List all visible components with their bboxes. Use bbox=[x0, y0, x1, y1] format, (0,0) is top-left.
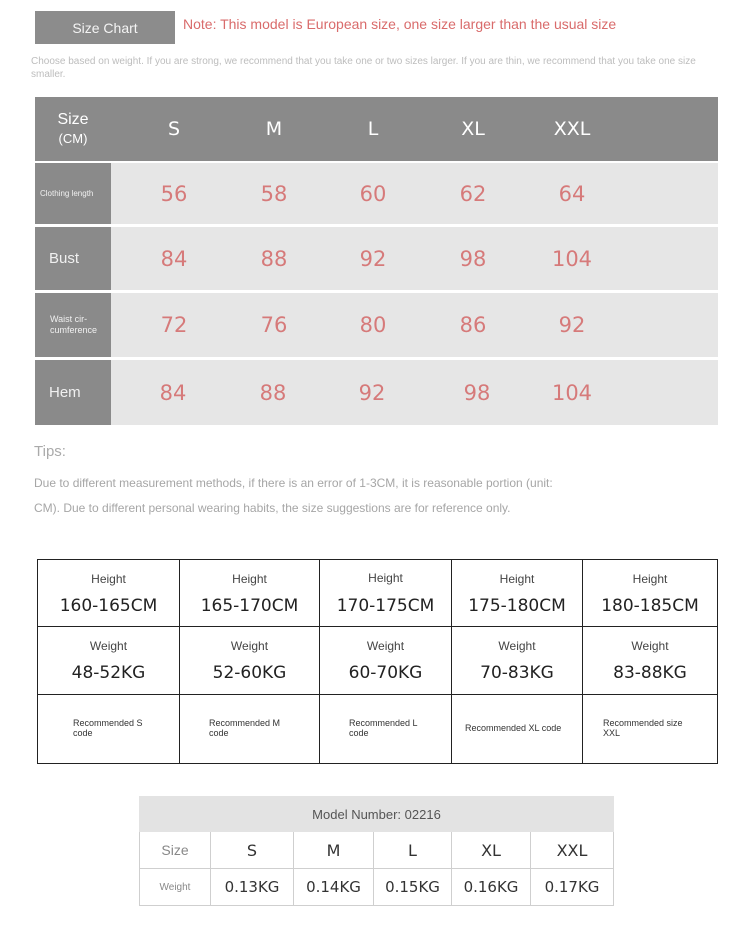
size-value: 84 bbox=[160, 246, 188, 271]
recommend-cell bbox=[320, 695, 452, 763]
row-label: Hem bbox=[35, 360, 111, 425]
size-table-header bbox=[35, 97, 718, 161]
weight-range: 83-88KG bbox=[613, 663, 687, 683]
size-value: 98 bbox=[459, 246, 487, 271]
height-range: 180-185CM bbox=[601, 596, 699, 616]
height-range: 160-165CM bbox=[59, 596, 158, 616]
size-header-xl: XL bbox=[461, 118, 485, 140]
size-row-label: Size bbox=[139, 832, 211, 869]
size-value: 58 bbox=[260, 181, 288, 206]
height-label: Height bbox=[632, 572, 668, 586]
size-value: 56 bbox=[160, 181, 188, 206]
recommend-cell bbox=[452, 695, 583, 763]
weight-cell bbox=[452, 627, 583, 695]
model-size: L bbox=[374, 832, 452, 869]
weight-range: 52-60KG bbox=[212, 663, 287, 683]
weight-label: Weight bbox=[498, 639, 536, 653]
size-corner-unit: (CM) bbox=[58, 131, 88, 146]
row-label: Bust bbox=[35, 227, 111, 290]
size-value: 104 bbox=[551, 380, 593, 405]
size-value: 92 bbox=[359, 246, 387, 271]
size-corner-title: Size bbox=[57, 111, 89, 128]
size-value: 64 bbox=[558, 181, 586, 206]
height-label: Height bbox=[368, 571, 403, 585]
height-label: Height bbox=[91, 572, 126, 586]
model-size: XXL bbox=[531, 832, 614, 869]
height-label: Height bbox=[499, 572, 535, 586]
european-size-note: Note: This model is European size, one size larger than the usual size bbox=[183, 16, 617, 32]
weight-label: Weight bbox=[631, 639, 669, 653]
size-value: 62 bbox=[459, 181, 487, 206]
weight-cell bbox=[320, 627, 452, 695]
tips-title: Tips: bbox=[34, 443, 66, 460]
recommend-cell bbox=[38, 695, 180, 763]
recommend-cell bbox=[180, 695, 320, 763]
size-value: 92 bbox=[358, 380, 386, 405]
recommend-text: Recommended XL code bbox=[465, 723, 562, 733]
size-value: 98 bbox=[463, 380, 491, 405]
weight-range: 60-70KG bbox=[348, 663, 423, 683]
clothing-length-row bbox=[35, 163, 718, 224]
weight-cell bbox=[583, 627, 717, 695]
row-label: Clothing length bbox=[35, 163, 111, 224]
size-table bbox=[35, 97, 718, 425]
size-header-xxl: XXL bbox=[553, 118, 591, 140]
size-header-l: L bbox=[367, 118, 379, 140]
weight-range: 70-83KG bbox=[480, 663, 554, 683]
tips-text: Due to different measurement methods, if there is an error of 1-3CM, it is reasonable portion (unit: CM). Due to different personal wearing habits, the size suggestions are for reference only. bbox=[34, 476, 553, 515]
height-cell bbox=[583, 560, 717, 627]
recommend-text: Recommended S code bbox=[73, 718, 143, 738]
weight-range: 48-52KG bbox=[71, 663, 146, 683]
size-value: 60 bbox=[359, 181, 387, 206]
size-header-s: S bbox=[167, 118, 181, 140]
model-number: Model Number: 02216 bbox=[139, 796, 614, 832]
model-weight: 0.17KG bbox=[531, 869, 614, 906]
bust-row bbox=[35, 227, 718, 290]
size-value: 72 bbox=[160, 313, 188, 337]
size-value: 80 bbox=[359, 313, 387, 337]
height-cell bbox=[38, 560, 180, 627]
model-weight: 0.13KG bbox=[211, 869, 294, 906]
size-value: 92 bbox=[558, 313, 586, 337]
height-range: 175-180CM bbox=[468, 596, 566, 616]
height-range: 170-175CM bbox=[336, 596, 435, 616]
height-label: Height bbox=[232, 572, 267, 586]
recommend-text: Recommended L code bbox=[349, 718, 418, 738]
size-value: 88 bbox=[259, 380, 287, 405]
model-size: M bbox=[294, 832, 374, 869]
weight-row-label: Weight bbox=[139, 869, 211, 906]
height-cell bbox=[320, 560, 452, 627]
model-size: XL bbox=[452, 832, 531, 869]
model-weight: 0.15KG bbox=[374, 869, 452, 906]
height-cell bbox=[180, 560, 320, 627]
hem-row bbox=[35, 360, 718, 425]
size-value: 84 bbox=[159, 380, 187, 405]
waist-row bbox=[35, 293, 718, 357]
recommend-text: Recommended size XXL bbox=[603, 718, 683, 738]
model-weight-table bbox=[139, 796, 614, 908]
size-value: 104 bbox=[551, 246, 593, 271]
recommend-table bbox=[37, 559, 718, 764]
weight-label: Weight bbox=[366, 639, 405, 653]
size-value: 76 bbox=[260, 313, 288, 337]
recommend-text: Recommended M code bbox=[209, 718, 281, 738]
size-header-m: M bbox=[265, 118, 283, 140]
size-choice-hint: Choose based on weight. If you are strong, we recommend that you take one or two sizes larger. If you are thin, we recommend that you take one size smaller. bbox=[31, 56, 696, 80]
size-value: 88 bbox=[260, 246, 288, 271]
weight-cell bbox=[180, 627, 320, 695]
size-chart-tab: Size Chart bbox=[35, 11, 175, 44]
row-label: Waist cir-cumference bbox=[35, 293, 111, 357]
height-cell bbox=[452, 560, 583, 627]
height-range: 165-170CM bbox=[200, 596, 299, 616]
model-weight: 0.16KG bbox=[452, 869, 531, 906]
weight-cell bbox=[38, 627, 180, 695]
model-size: S bbox=[211, 832, 294, 869]
weight-label: Weight bbox=[230, 639, 269, 653]
size-table-corner bbox=[35, 97, 111, 161]
weight-label: Weight bbox=[89, 639, 128, 653]
recommend-cell bbox=[583, 695, 717, 763]
size-value: 86 bbox=[459, 313, 487, 337]
model-weight: 0.14KG bbox=[294, 869, 374, 906]
